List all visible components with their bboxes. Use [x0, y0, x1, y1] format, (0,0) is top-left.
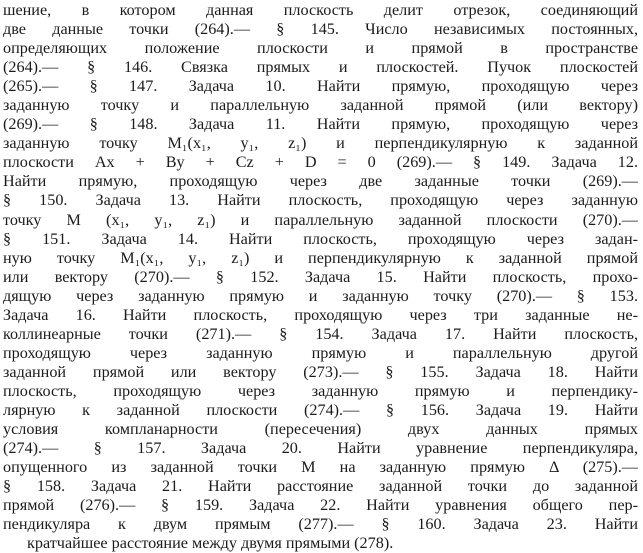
text-line: или вектору (270).— § 152. Задача 15. Найти плоскость, прохо- — [3, 267, 638, 286]
text-line: (274).— § 157. Задача 20. Найти уравнение перпендикуляра, — [3, 439, 638, 458]
text-line: пендикуляра к двум прямым (277).— § 160. Задача 23. Найти — [3, 515, 638, 534]
text-line: коллинеарные точки (271).— § 154. Задача 17. Найти плоскость, — [3, 324, 638, 343]
text-line: кратчайшее расстояние между двумя прямыми (278). — [27, 534, 394, 553]
text-line: плоскость, проходящую через заданную прямую и перпендику- — [3, 381, 638, 400]
text-line: (265).— § 147. Задача 10. Найти прямую, проходящую через — [3, 77, 638, 96]
text-line: заданную точку и параллельную заданной прямой (или вектору) — [3, 96, 638, 115]
text-line: § 151. Задача 14. Найти плоскость, проходящую через задан- — [3, 229, 638, 248]
text-line: § 150. Задача 13. Найти плоскость, проходящую через заданную — [3, 191, 638, 210]
text-line: § 158. Задача 21. Найти расстояние заданной точки до заданной — [3, 477, 638, 496]
text-line: заданной прямой или вектору (273).— § 155. Задача 18. Найти — [3, 362, 638, 381]
text-line: плоскости Ax + By + Cz + D = 0 (269).— § 149. Задача 12. — [3, 153, 638, 172]
text-line: проходящую через заданную прямую и параллельную другой — [3, 343, 638, 362]
text-line: прямой (276).— § 159. Задача 22. Найти уравнения общего пер- — [3, 496, 638, 515]
text-page — [3, 1, 638, 553]
text-line: Найти прямую, проходящую через две заданные точки (269).— — [3, 172, 638, 191]
text-line: две данные точки (264).— § 145. Число независимых постоянных, — [3, 20, 638, 39]
text-line: условия компланарности (пересечения) двух данных прямых — [3, 420, 638, 439]
text-line: опущенного из заданной точки M на заданную прямую Δ (275).— — [3, 458, 638, 477]
text-line: лярную к заданной плоскости (274).— § 156. Задача 19. Найти — [3, 400, 638, 419]
text-line: дящую через заданную прямую и заданную точку (270).— § 153. — [3, 286, 638, 305]
text-line: (269).— § 148. Задача 11. Найти прямую, проходящую через — [3, 115, 638, 134]
text-line: шение, в котором данная плоскость делит отрезок, соединяющий — [3, 1, 638, 19]
text-line: определяющих положение плоскости и прямой в пространстве — [3, 39, 638, 58]
text-line: ную точку M₁(x₁, y₁, z₁) и перпендикулярную к заданной прямой — [3, 248, 638, 267]
text-line: Задача 16. Найти плоскость, проходящую через три заданные не- — [3, 305, 638, 324]
text-line: точку M (x₁, y₁, z₁) и параллельную заданной плоскости (270).— — [3, 210, 638, 229]
text-line: заданную точку M₁(x₁, y₁, z₁) и перпендикулярную к заданной — [3, 134, 638, 153]
text-line: (264).— § 146. Связка прямых и плоскостей. Пучок плоскостей — [3, 58, 638, 77]
